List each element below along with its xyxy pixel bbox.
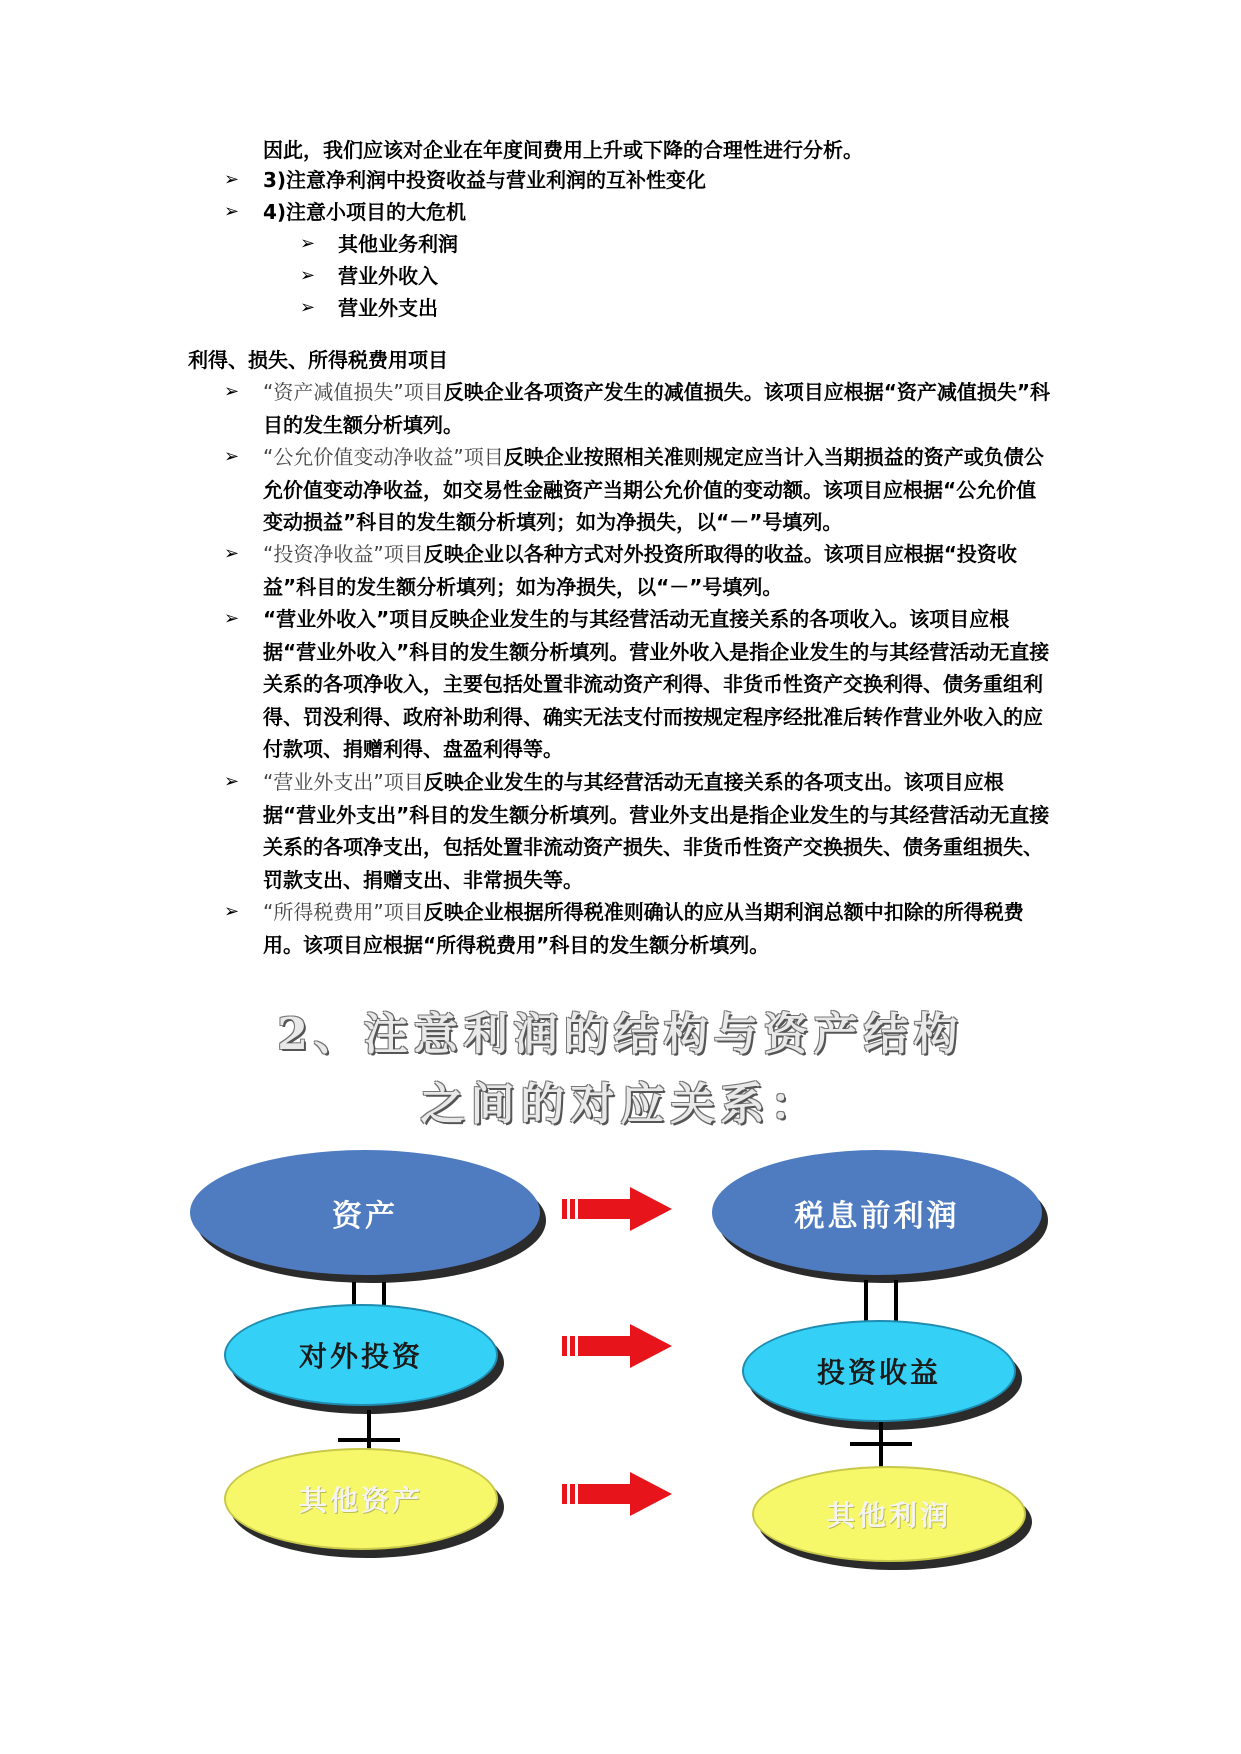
external-investment-node: 对外投资 [224,1304,498,1406]
item-body: 反映企业以各种方式对外投资所取得的收益。该项目应根据“投资收益”科目的发生额分析填列；如为净损失，以“－”号填列。 [263,542,1017,599]
point-4: 4)注意小项目的大危机 [263,200,467,224]
intro-text: 因此，我们应该对企业在年度间费用上升或下降的合理性进行分析。 [263,138,863,162]
right-arrow-icon [560,1470,680,1520]
item-body: “营业外收入”项目反映企业发生的与其经营活动无直接关系的各项收入。该项目应根据“营业外收入”科目的发生额分析填列。营业外收入是指企业发生的与其经营活动无直接关系的各项净收入，主要包括处置非流动资产利得、非货币性资产交换利得、债务重组利得、罚没利得、政府补助利得、确实无法支付而按规定程序经批准后转作营业外收入的应付款项、捐赠利得、盘盈利得等。 [263,607,1050,761]
ebit-node: 税息前利润 [712,1150,1042,1275]
item-body: 反映企业根据所得税准则确认的应从当期利润总额中扣除的所得税费用。该项目应根据“所得税费用”科目的发生额分析填列。 [263,900,1024,957]
right-arrow-icon [560,1185,680,1235]
bullet-icon: ➢ [224,543,240,564]
item-body: 反映企业发生的与其经营活动无直接关系的各项支出。该项目应根据“营业外支出”科目的发生额分析填列。营业外支出是指企业发生的与其经营活动无直接关系的各项净支出，包括处置非流动资产损失、非货币性资产交换损失、债务重组损失、罚款支出、捐赠支出、非常损失等。 [263,770,1050,892]
subpoint-other-business: 其他业务利润 [338,232,458,256]
bullet-icon: ➢ [300,233,316,254]
bullet-icon: ➢ [224,771,240,792]
investment-income-node: 投资收益 [742,1320,1016,1422]
item-income-tax [263,896,1053,961]
item-fair-value [263,441,1053,539]
section-heading: 利得、损失、所得税费用项目 [188,348,448,372]
bullet-icon: ➢ [300,297,316,318]
subpoint-nonop-income: 营业外收入 [338,264,438,288]
bullet-icon: ➢ [224,169,240,190]
item-body: 反映企业按照相关准则规定应当计入当期损益的资产或负债公允价值变动净收益，如交易性金融资产当期公允价值的变动额。该项目应根据“公允价值变动损益”科目的发生额分析填列；如为净损失，以“－”号填列。 [263,445,1044,534]
bullet-icon: ➢ [224,381,240,402]
bullet-icon: ➢ [224,901,240,922]
bullet-icon: ➢ [300,265,316,286]
item-lead: “营业外支出”项目 [263,770,424,794]
diagram-title-line2: 之间的对应关系： [420,1079,821,1130]
bullet-icon: ➢ [224,446,240,467]
structure-diagram [0,990,1241,1590]
other-assets-node: 其他资产 [224,1448,498,1550]
subpoint-nonop-expense: 营业外支出 [338,296,438,320]
item-lead: “所得税费用”项目 [263,900,424,924]
item-asset-impairment [263,376,1053,441]
item-nonop-expense [263,766,1053,896]
item-lead: “资产减值损失”项目 [263,380,444,404]
item-investment-income [263,538,1053,603]
right-arrow-icon [560,1322,680,1372]
item-lead: “公允价值变动净收益”项目 [263,445,504,469]
bullet-icon: ➢ [224,608,240,629]
item-body: 反映企业各项资产发生的减值损失。该项目应根据“资产减值损失”科目的发生额分析填列。 [263,380,1051,437]
diagram-title-line1: 2、注意利润的结构与资产结构 [277,1009,964,1060]
bullet-icon: ➢ [224,201,240,222]
item-lead: “投资净收益”项目 [263,542,424,566]
point-3: 3)注意净利润中投资收益与营业利润的互补性变化 [263,168,707,192]
asset-node: 资产 [190,1150,540,1275]
other-profit-node: 其他利润 [752,1466,1026,1562]
plus-icon [879,1422,883,1472]
item-nonop-income [263,603,1053,766]
